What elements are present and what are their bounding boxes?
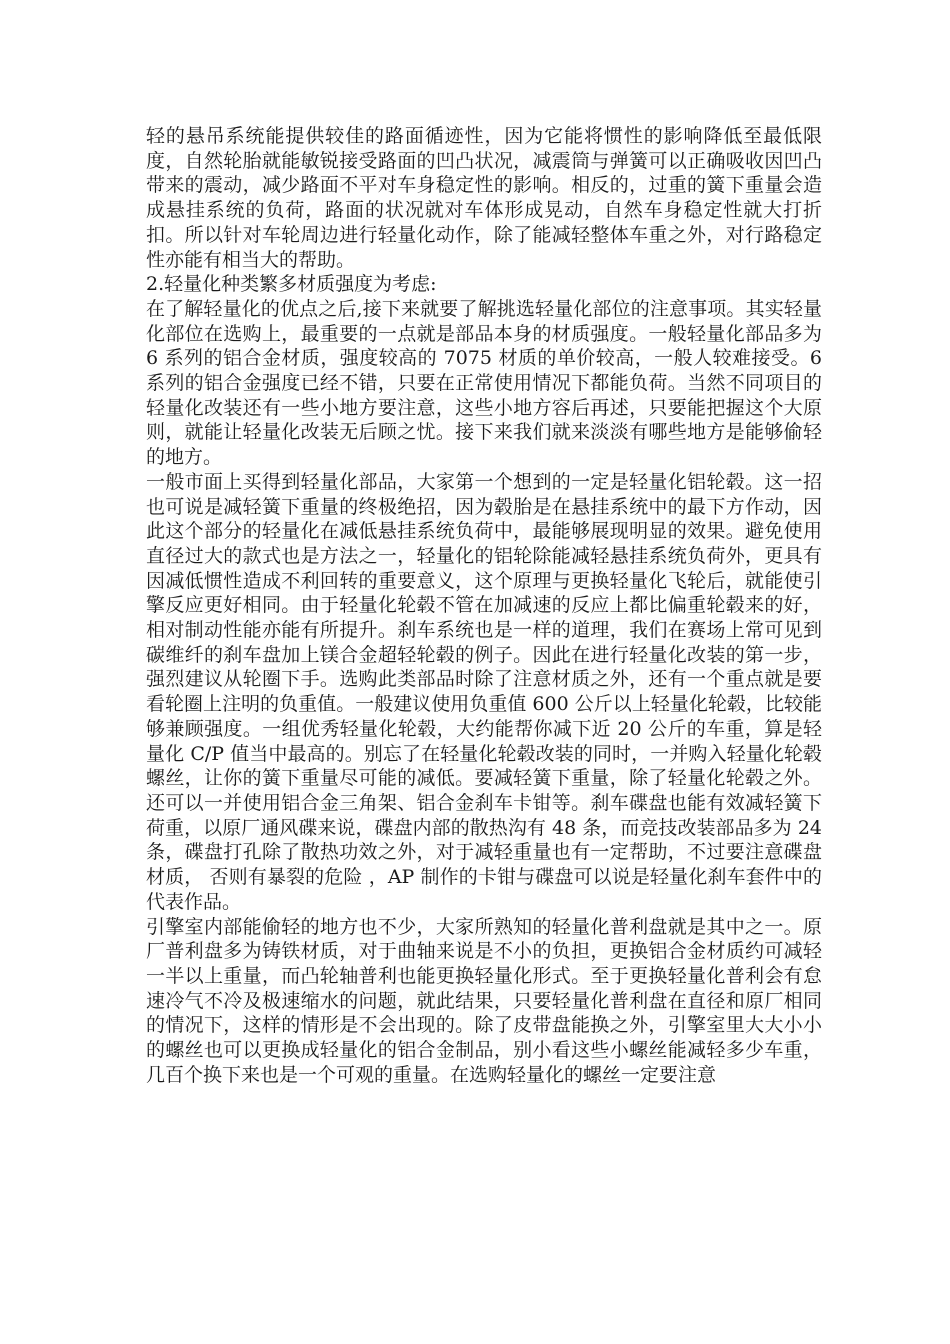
document-body (146, 124, 822, 1087)
paragraph-material-strength: 在了解轻量化的优点之后,接下来就要了解挑选轻量化部位的注意事项。其实轻量化部位在选购上，最重要的一点就是部品本身的材质强度。一般轻量化部品多为 6 系列的铝合金材质，强度较高的 7075 材质的单价较高，一般人较难接受。6 系列的铝合金强度已经不错，只要在正常使用情况下都能负荷。当然不同项目的轻量化改装还有一些小地方要注意，这些小地方容后再述，只要能把握这个大原则，就能让轻量化改装无后顾之忧。接下来我们就来淡淡有哪些地方是能够偷轻的地方。 (146, 297, 822, 469)
paragraph-engine-bay: 引擎室内部能偷轻的地方也不少，大家所熟知的轻量化普利盘就是其中之一。原厂普利盘多为铸铁材质，对于曲轴来说是不小的负担，更换铝合金材质约可减轻一半以上重量，而凸轮轴普利也能更换轻量化形式。至于更换轻量化普利会有怠速冷气不冷及极速缩水的问题，就此结果，只要轻量化普利盘在直径和原厂相同的情况下，这样的情形是不会出现的。除了皮带盘能换之外，引擎室里大大小小的螺丝也可以更换成轻量化的铝合金制品，别小看这些小螺丝能减轻多少车重，几百个换下来也是一个可观的重量。在选购轻量化的螺丝一定要注意 (146, 915, 822, 1086)
paragraph-suspension: 轻的悬吊系统能提供较佳的路面循迹性，因为它能将惯性的影响降低至最低限度，自然轮胎就能敏锐接受路面的凹凸状况，减震筒与弹簧可以正确吸收因凹凸带来的震动，减少路面不平对车身稳定性的影响。相反的，过重的簧下重量会造成悬挂系统的负荷，路面的状况就对车体形成晃动，自然车身稳定性就大打折扣。所以针对车轮周边进行轻量化动作，除了能减轻整体车重之外，对行路稳定性亦能有相当大的帮助。 (146, 125, 822, 271)
section-heading-material-strength: 2.轻量化种类繁多材质强度为考虑: (146, 273, 437, 296)
paragraph-wheels-brakes: 一般市面上买得到轻量化部品，大家第一个想到的一定是轻量化铝轮毂。这一招也可说是减轻簧下重量的终极绝招，因为毂胎是在悬挂系统中的最下方作动，因此这个部分的轻量化在减低悬挂系统负荷中，最能够展现明显的效果。避免使用直径过大的款式也是方法之一，轻量化的铝轮除能减轻悬挂系统负荷外，更具有因减低惯性造成不利回转的重要意义，这个原理与更换轻量化飞轮后，就能使引擎反应更好相同。由于轻量化轮毂不管在加减速的反应上都比偏重轮毂来的好，相对制动性能亦能有所提升。刹车系统也是一样的道理，我们在赛场上常可见到碳维纤的刹车盘加上镁合金超轻轮毂的例子。因此在进行轻量化改装的第一步，强烈建议从轮圈下手。选购此类部品时除了注意材质之外，还有一个重点就是要看轮圈上注明的负重值。一般建议使用负重值 600 公斤以上轻量化轮毂，比较能够兼顾强度。一组优秀轻量化轮毂，大约能帮你减下近 20 公斤的车重，算是轻量化 C/P 值当中最高的。别忘了在轻量化轮毂改装的同时，一并购入轻量化轮毂螺丝，让你的簧下重量尽可能的减低。要减轻簧下重量，除了轻量化轮毂之外。还可以一并使用铝合金三角架、铝合金刹车卡钳等。刹车碟盘也能有效减轻簧下荷重，以原厂通风碟来说，碟盘内部的散热沟有 48 条，而竞技改装部品多为 24 条，碟盘打孔除了散热功效之外，对于减轻重量也有一定帮助，不过要注意碟盘材质， 否则有暴裂的危险 ，AP 制作的卡钳与碟盘可以说是轻量化刹车套件中的代表作品。 (146, 470, 822, 913)
